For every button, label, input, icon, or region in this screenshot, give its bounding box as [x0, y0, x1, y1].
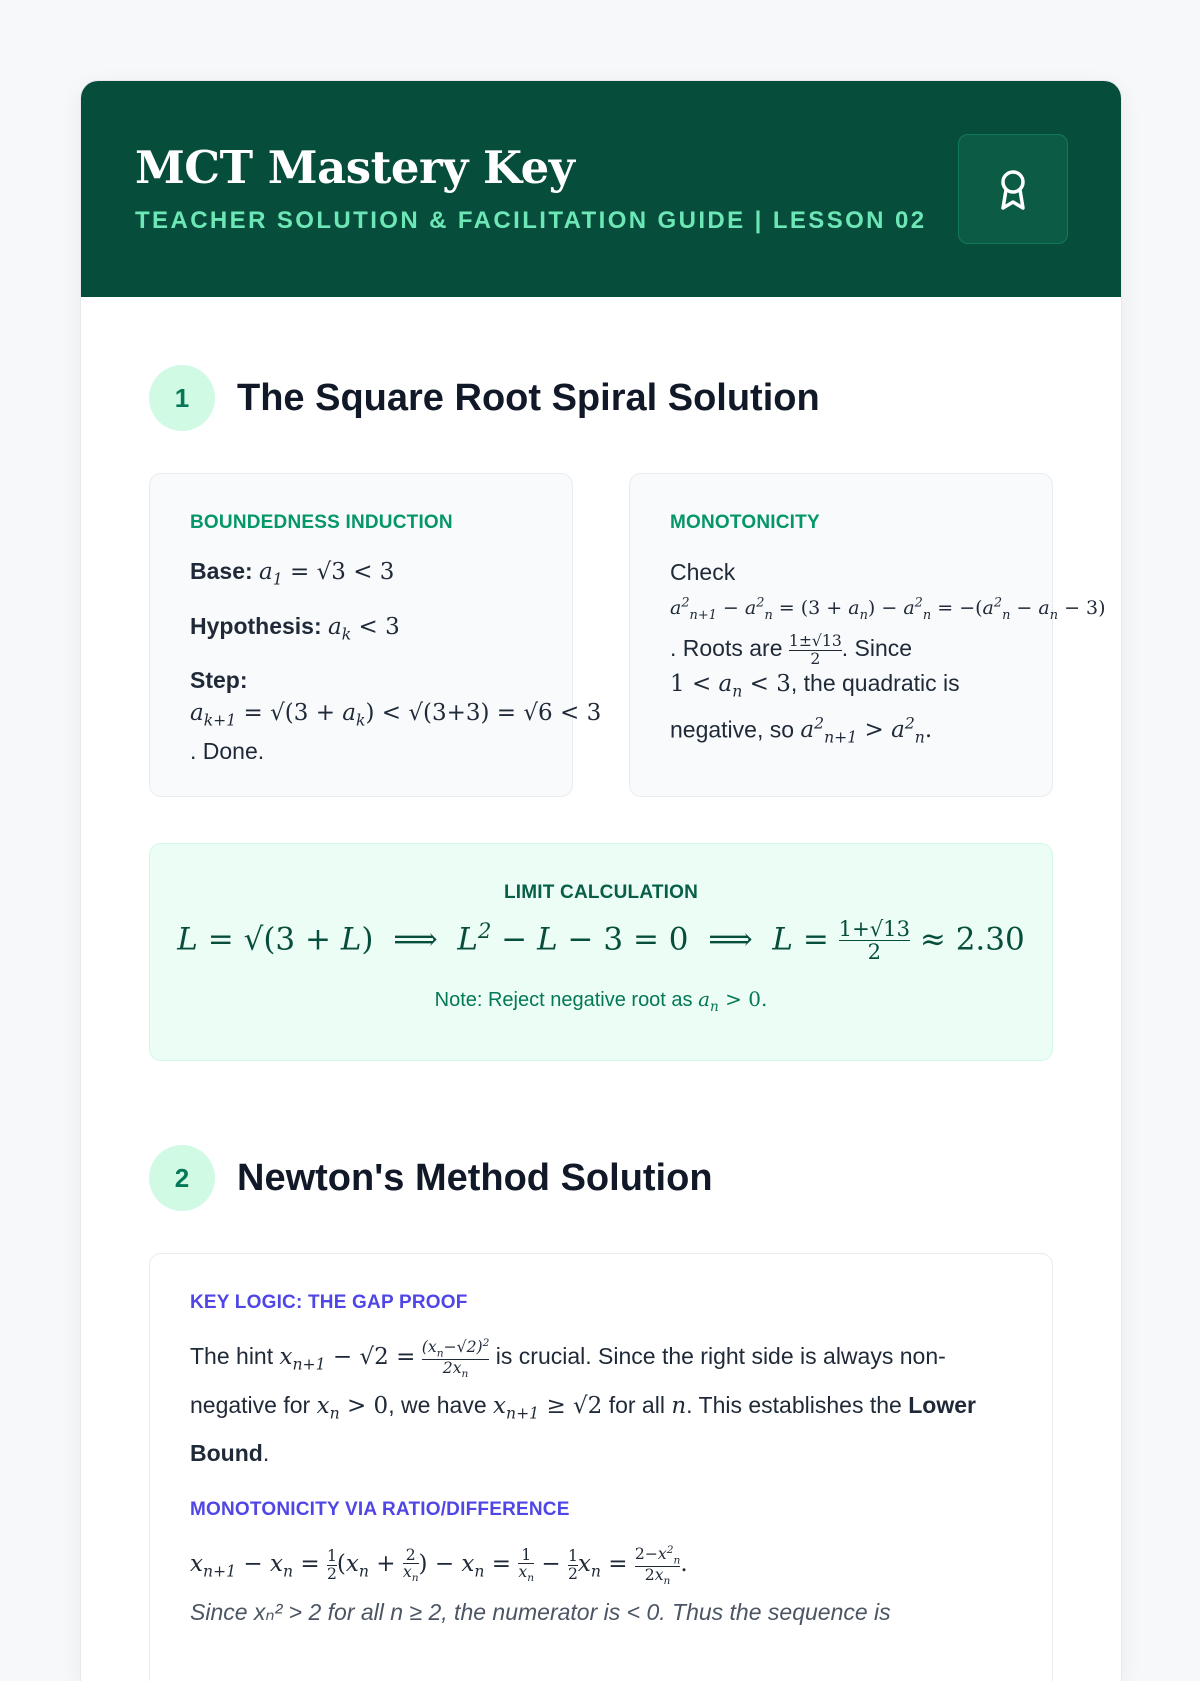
limit-note-math: $a_n > 0$. — [698, 987, 768, 1016]
hint-fraction: $\frac{(x_n-√2)^2}{2x_n}$ — [421, 1336, 490, 1380]
section-1-number: 1 — [149, 365, 215, 431]
monotonicity-label: MONOTONICITY — [670, 512, 820, 533]
hint-math: $x_{n+1} - √2$ = — [279, 1344, 416, 1374]
monotonicity-ratio-label: MONOTONICITY VIA RATIO/DIFFERENCE — [190, 1499, 570, 1521]
gap-text-6: . This establishes — [686, 1391, 864, 1418]
gap-proof-text — [190, 1336, 1012, 1473]
page-subtitle: TEACHER SOLUTION & FACILITATION GUIDE | LESSON 02 — [135, 207, 927, 234]
section-2-header — [149, 1145, 713, 1211]
gap-text-4: , we have — [388, 1391, 487, 1418]
gap-text-5: for all — [608, 1391, 665, 1418]
difference-line — [190, 1543, 1012, 1592]
for-all-n: n — [671, 1392, 687, 1419]
lower-bound-bold: Lower Bound — [190, 1391, 976, 1467]
limit-equation: L = √(3 + L) ⟹ $L^2 - L - 3 = 0$ ⟹ L = $\frac{1+√13}{2}$ ≈ 2.30 — [177, 916, 1025, 965]
page-title: MCT Mastery Key — [135, 141, 575, 194]
header-banner — [81, 81, 1121, 297]
gap-text-2: is crucial. Since the right side is always — [495, 1343, 894, 1369]
roots-fraction: $\frac{1\pm√13}{2}$ — [788, 631, 842, 668]
monotonicity-text — [670, 556, 1106, 754]
step-math-line — [190, 697, 602, 766]
limit-label: LIMIT CALCULATION — [503, 882, 699, 903]
check-text: Check — [670, 559, 736, 585]
base-math: $a_1 = √3 < 3$ — [259, 559, 395, 589]
section-2-number: 2 — [149, 1145, 215, 1211]
lower-bound-math: $x_{n+1} \ge √2$ — [493, 1392, 603, 1423]
award-badge — [958, 134, 1068, 244]
negative-text: negative, so — [670, 716, 795, 743]
positivity-math: $x_n > 0$ — [316, 1392, 389, 1423]
range-math: $1 < a_n < 3$ — [670, 670, 791, 701]
limit-note — [150, 987, 1052, 1015]
gap-proof-label: KEY LOGIC: THE GAP PROOF — [190, 1292, 468, 1313]
section-1-title: The Square Root Spiral Solution — [237, 376, 820, 419]
base-line — [190, 556, 532, 595]
roots-text: . Roots are — [670, 635, 783, 662]
hypothesis-line — [190, 611, 532, 650]
monotonicity-panel — [629, 473, 1106, 797]
gap-text-8: . — [262, 1440, 270, 1467]
section-1-header — [149, 365, 820, 431]
conclusion-math: $a^2_{n+1} > a^2_n$. — [800, 713, 933, 747]
gap-text-7: the — [869, 1391, 902, 1418]
hypothesis-math: $a_k < 3$ — [328, 613, 400, 644]
quadratic-text: , the quadratic is — [790, 669, 960, 696]
difference-math: $a^2_{n+1} - a^2_n = (3 + a_n) - a^2_n = -(a^2_n - a_n - 3)$ — [670, 596, 1106, 624]
step-end: . Done. — [190, 737, 265, 764]
gap-text-3: non-negative for — [190, 1343, 946, 1418]
limit-fraction: $\frac{1+√13}{2}$ — [838, 916, 910, 965]
section-2-title: Newton's Method Solution — [237, 1156, 713, 1199]
boundedness-label: BOUNDEDNESS INDUCTION — [190, 512, 453, 533]
limit-panel — [149, 843, 1053, 1061]
limit-note-text: Note: Reject negative root as — [434, 989, 693, 1012]
base-label: Base: — [190, 558, 253, 584]
limit-approx: 2.30 — [955, 921, 1025, 958]
solution-card — [80, 80, 1122, 1681]
next-line: Since xₙ² > 2 for all n ≥ 2, the numerator is < 0. Thus the sequence is — [190, 1598, 891, 1625]
gap-text-1: The hint — [190, 1343, 274, 1369]
award-ribbon-icon — [993, 167, 1033, 211]
boundedness-panel — [149, 473, 602, 797]
newton-panel — [149, 1253, 1053, 1681]
step-label: Step: — [190, 667, 248, 694]
hypothesis-label: Hypothesis: — [190, 612, 322, 639]
step-line — [190, 665, 532, 695]
difference-math-2: $x_{n+1} - x_n$ = $\frac{1}{2}$ ($x_n$ + $\frac{2}{x_n}$ ) − $x_n$ = $\frac{1}{x_n}$ − $\frac{1}{2}$ $x_n$ = $\frac{2-x^2_n}{2x_n}$ . — [190, 1543, 688, 1587]
since-text: . Since — [841, 635, 913, 662]
step-math: $a_{k+1} = √(3 + a_k) < √(3+3) = √6 < 3$ — [190, 700, 602, 730]
